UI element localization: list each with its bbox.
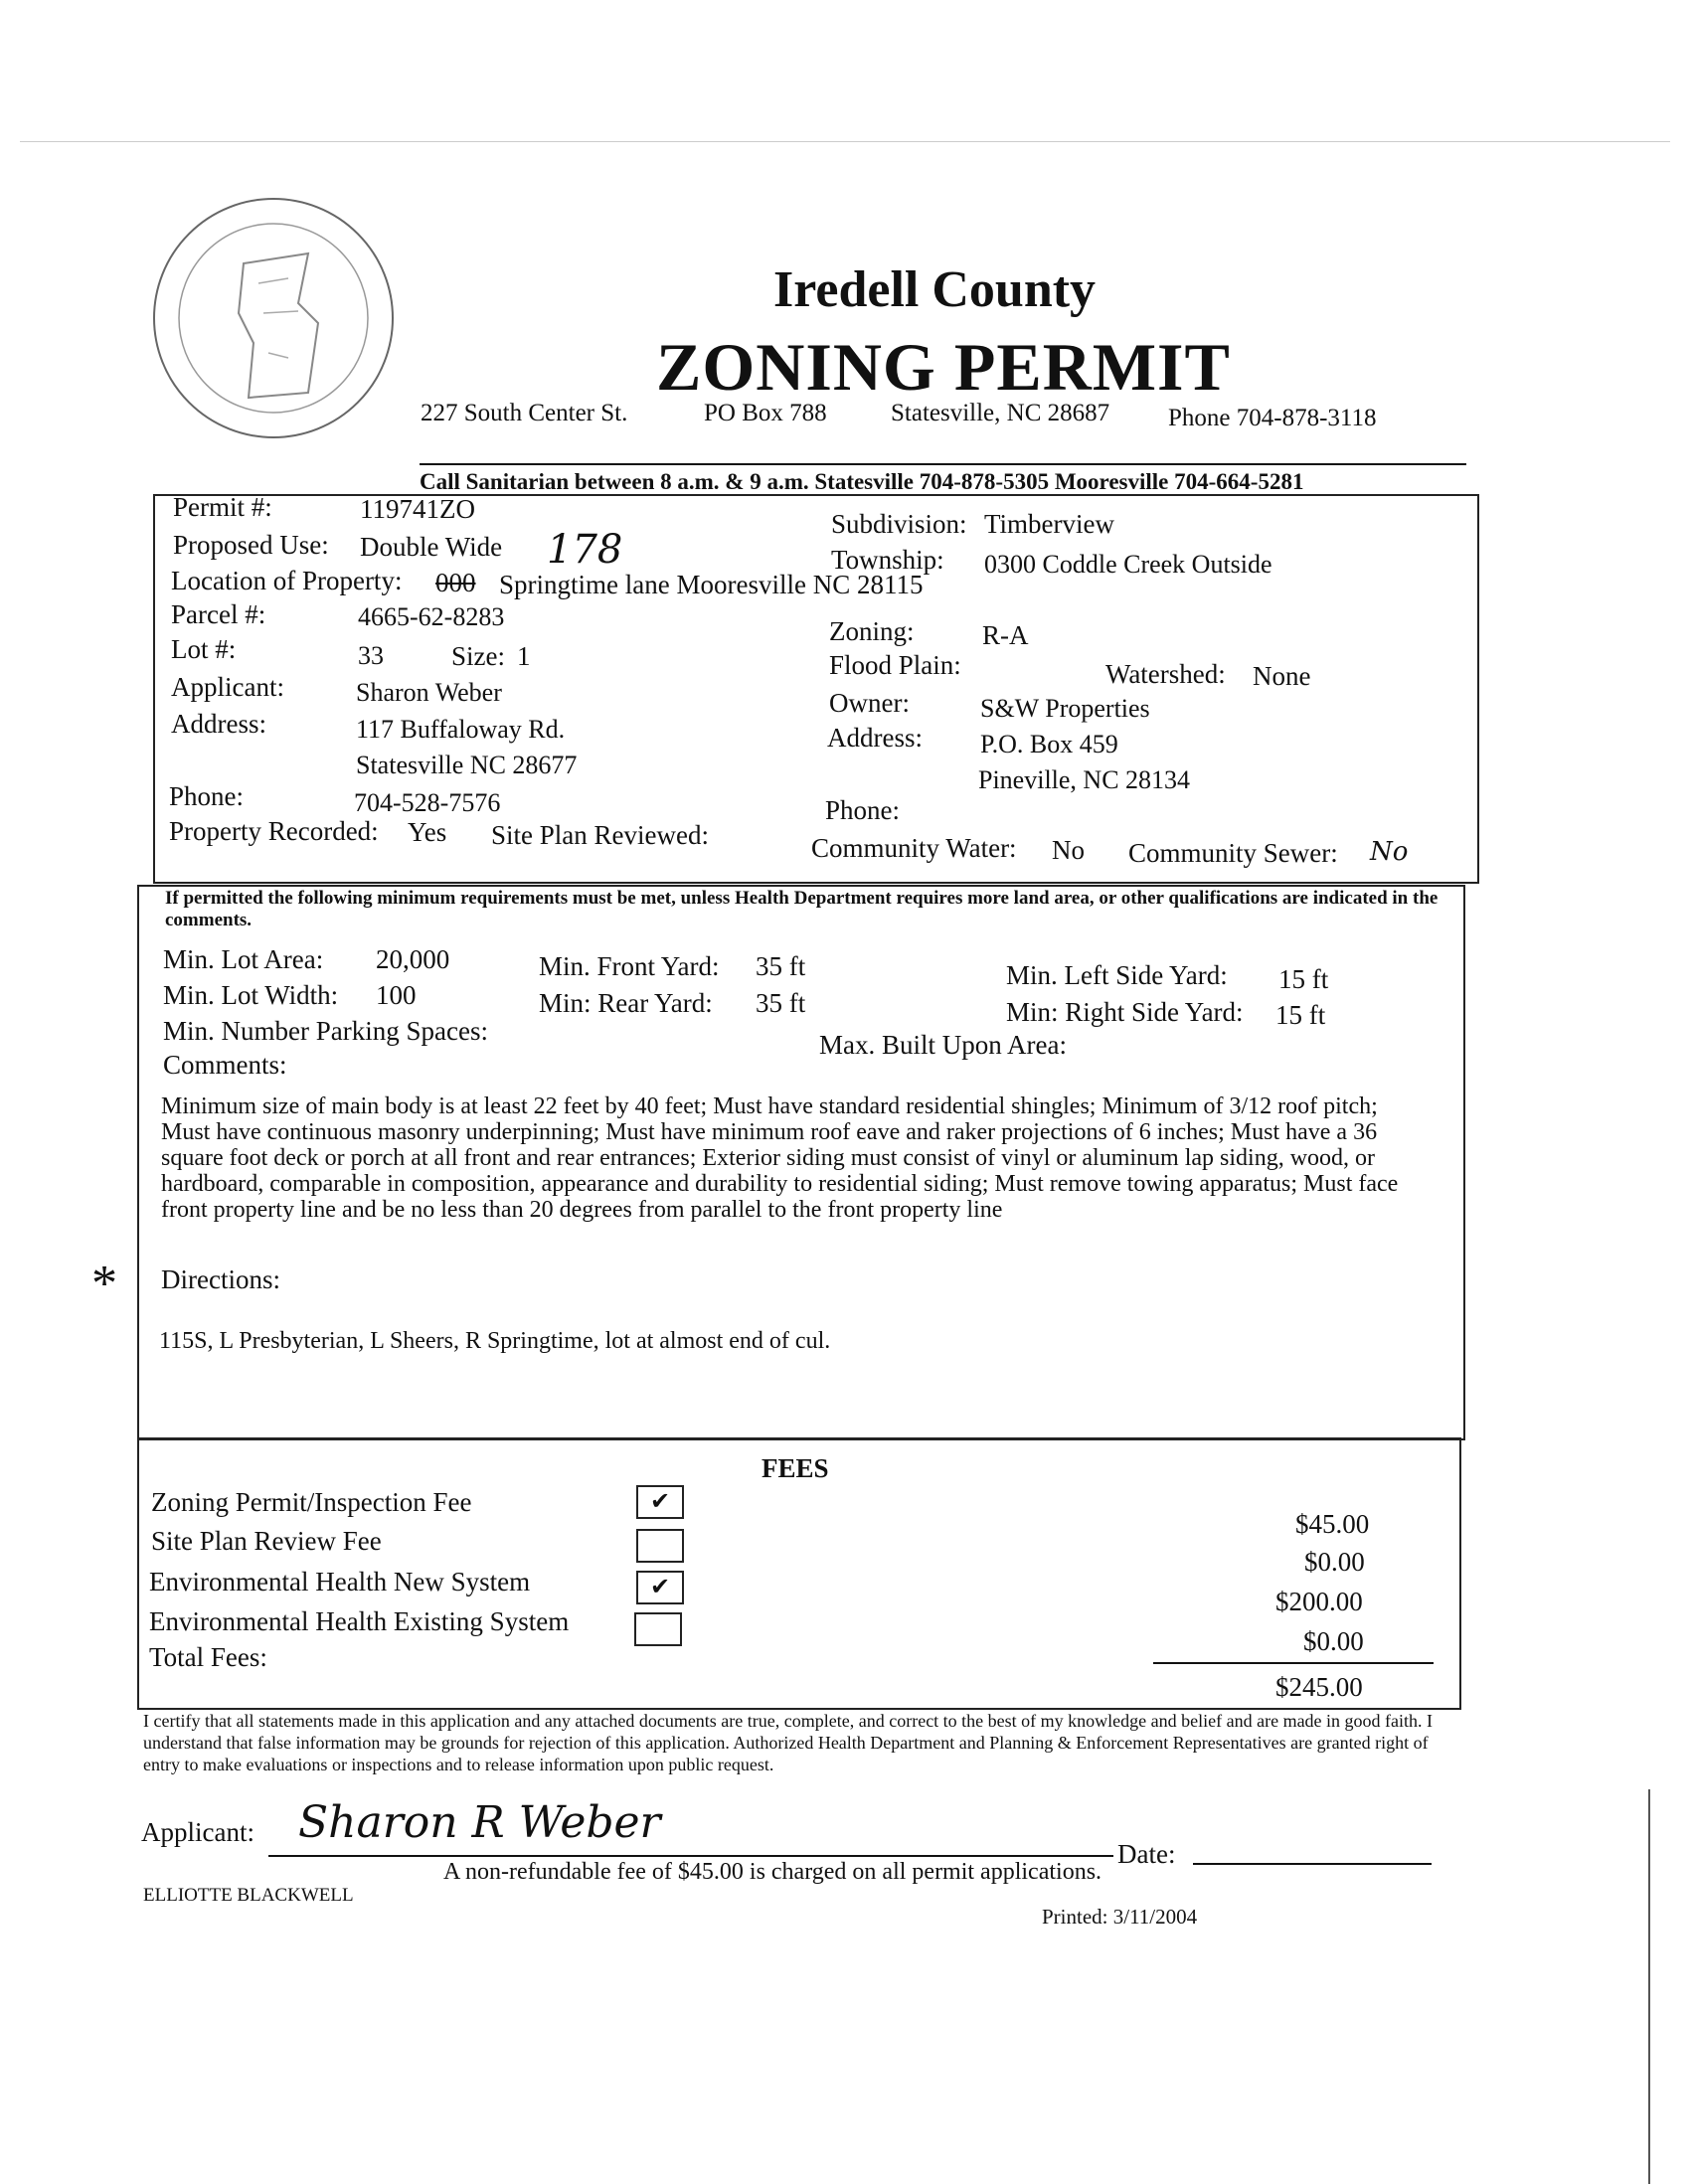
fee-label-site-plan: Site Plan Review Fee [151,1526,382,1556]
comments-label: Comments: [163,1050,287,1080]
date-label: Date: [1117,1839,1176,1869]
water-label: Community Water: [811,833,1017,863]
parcel-number: 4665-62-8283 [358,602,505,631]
proposed-use-label: Proposed Use: [173,530,329,560]
county-seal-icon [149,194,398,442]
signature-line [268,1855,1113,1857]
rear-yard-label: Min: Rear Yard: [539,988,713,1018]
applicant-phone-label: Phone: [169,781,245,811]
lot-label: Lot #: [171,634,237,664]
applicant-phone: 704-528-7576 [354,788,501,817]
flood-plain-label: Flood Plain: [829,650,961,680]
lot-width-label: Min. Lot Width: [163,980,339,1010]
parcel-label: Parcel #: [171,599,266,629]
total-rule [1153,1662,1434,1664]
front-yard-label: Min. Front Yard: [539,951,720,981]
handwritten-note: 178 [547,527,623,573]
directions-label: Directions: [161,1264,280,1294]
applicant-address-line2: Statesville NC 28677 [356,751,578,779]
water-value: No [1052,835,1085,865]
fee-amount-site-plan: $0.00 [1304,1547,1365,1577]
street-address: 227 South Center St. [421,400,628,426]
fee-label-eh-new: Environmental Health New System [149,1567,531,1596]
lot-area: 20,000 [376,944,450,974]
built-upon-label: Max. Built Upon Area: [819,1030,1067,1060]
owner-address-line1: P.O. Box 459 [980,730,1118,758]
proposed-use: Double Wide [360,532,503,562]
property-location: Springtime lane Mooresville NC 28115 [499,570,924,599]
front-yard: 35 ft [756,951,806,981]
city-address: Statesville, NC 28687 [891,400,1110,426]
watershed-label: Watershed: [1105,659,1226,689]
lot-size: 1 [517,641,531,671]
sewer-value: No [1370,837,1409,867]
scan-edge [1648,1789,1650,2184]
permit-title: ZONING PERMIT [656,329,1231,405]
county-title: Iredell County [773,261,1097,318]
total-fees: $245.00 [1275,1672,1363,1702]
watershed: None [1253,661,1311,691]
lot-area-label: Min. Lot Area: [163,944,324,974]
recorded-label: Property Recorded: [169,816,379,846]
sewer-label: Community Sewer: [1128,838,1338,868]
owner-name: S&W Properties [980,694,1150,723]
owner-label: Owner: [829,688,910,718]
township-label: Township: [831,545,944,575]
owner-address-line2: Pineville, NC 28134 [978,765,1191,794]
nonrefundable-notice: A non-refundable fee of $45.00 is charged on all permit applications. [443,1859,1102,1885]
fees-heading: FEES [762,1453,829,1483]
zoning: R-A [982,620,1029,650]
date-line [1193,1863,1432,1865]
size-label: Size: [451,641,505,671]
lot-number: 33 [358,641,384,670]
applicant-address-label: Address: [171,709,266,739]
applicant-signature: Sharon R Weber [298,1797,661,1848]
directions-text: 115S, L Presbyterian, L Sheers, R Springtime, lot at almost end of cul. [159,1328,831,1354]
requirements-intro: If permitted the following minimum requirements must be met, unless Health Department requires more land area, or other qualifications are indicated in the comments. [165,888,1439,930]
permit-number-label: Permit #: [173,492,272,522]
applicant-address-line1: 117 Buffaloway Rd. [356,715,566,744]
fee-checkbox-zoning[interactable]: ✔ [636,1485,684,1519]
header-rule [420,463,1466,465]
total-fees-label: Total Fees: [149,1642,267,1672]
township: 0300 Coddle Creek Outside [984,550,1272,579]
officer-name: ELLIOTTE BLACKWELL [143,1885,354,1906]
po-box: PO Box 788 [704,400,827,426]
owner-phone-label: Phone: [825,795,901,825]
certification-text: I certify that all statements made in this application and any attached documents are true, complete, and correct to the best of my knowledge and belief and are made in good faith. I understand that false information may be grounds for rejection of this application. Authorized Health Department and Planning & Enforcement Representatives are granted right of entry to make evaluations or inspections and to release information upon public request. [143,1711,1434,1774]
signature-label: Applicant: [141,1817,254,1847]
printed-date: Printed: 3/11/2004 [1042,1905,1198,1929]
right-side-yard-label: Min: Right Side Yard: [1006,997,1244,1027]
fee-checkbox-eh-existing[interactable] [634,1612,682,1646]
office-phone: Phone 704-878-3118 [1168,405,1377,431]
permit-number: 119741ZO [360,494,475,524]
fee-amount-eh-new: $200.00 [1275,1587,1363,1616]
parking-label: Min. Number Parking Spaces: [163,1016,488,1046]
directions-asterisk: * [91,1256,117,1312]
fee-checkbox-eh-new[interactable]: ✔ [636,1571,684,1604]
comments-text: Minimum size of main body is at least 22 feet by 40 feet; Must have standard residential shingles; Minimum of 3/12 roof pitch; Must have continuous masonry underpinning; Must have minimum roof eave and raker projections of 6 inches; Must have a 36 square foot deck or porch at all front and rear entrances; Exterior siding must consist of vinyl or aluminum lap siding, wood, or hardboard, comparable in composition, appearance and durability to residential siding; Must remove towing apparatus; Must face front property line and be no less than 20 degrees from parallel to the front property line [161,1093,1399,1223]
sanitarian-call-line: Call Sanitarian between 8 a.m. & 9 a.m. Statesville 704-878-5305 Mooresville 704-664-5281 [420,469,1304,494]
location-struck-number: 000 [435,568,476,597]
right-side-yard: 15 ft [1275,1000,1326,1030]
location-label: Location of Property: [171,566,403,595]
fee-checkbox-site-plan[interactable] [636,1529,684,1563]
subdivision: Timberview [984,509,1115,539]
zoning-label: Zoning: [829,616,915,646]
left-side-yard: 15 ft [1278,964,1329,994]
fee-label-eh-existing: Environmental Health Existing System [149,1606,570,1636]
applicant-name: Sharon Weber [356,678,502,707]
lot-width: 100 [376,980,417,1010]
scan-line [20,141,1670,142]
owner-address-label: Address: [827,723,923,753]
applicant-label: Applicant: [171,672,284,702]
fee-amount-eh-existing: $0.00 [1303,1626,1364,1656]
subdivision-label: Subdivision: [831,509,967,539]
fee-amount-zoning: $45.00 [1295,1509,1370,1539]
fee-label-zoning: Zoning Permit/Inspection Fee [151,1487,472,1517]
rear-yard: 35 ft [756,988,806,1018]
left-side-yard-label: Min. Left Side Yard: [1006,960,1228,990]
site-plan-label: Site Plan Reviewed: [491,820,709,850]
recorded-value: Yes [408,817,447,847]
